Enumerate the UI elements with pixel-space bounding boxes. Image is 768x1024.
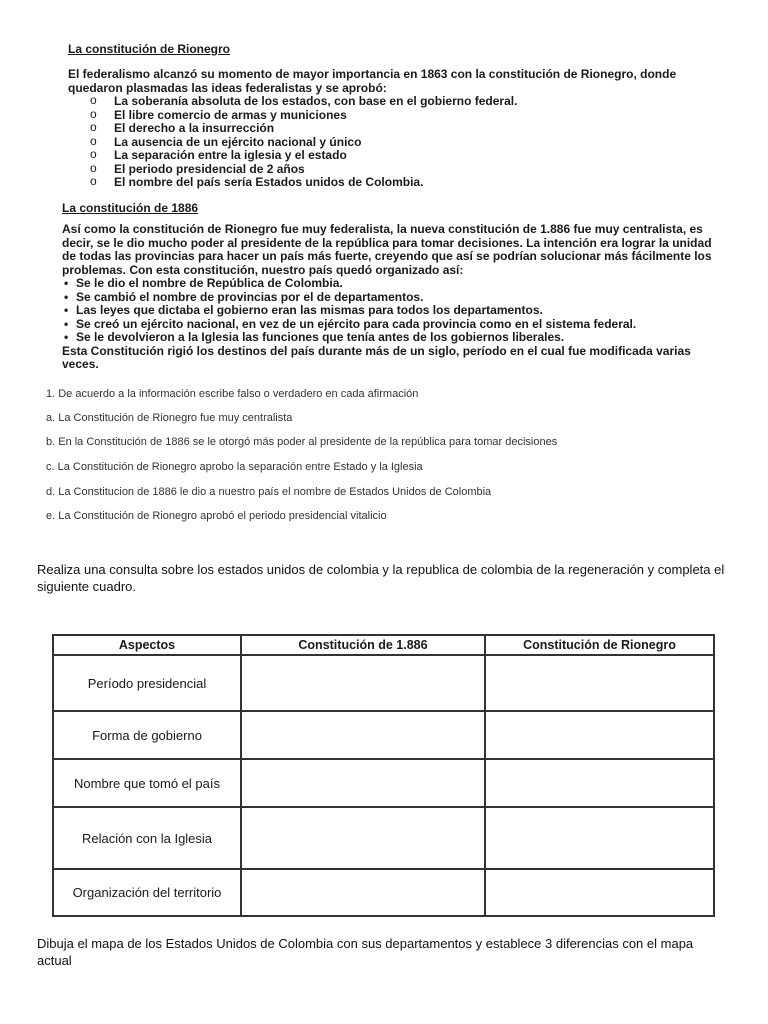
table-row [53,869,714,916]
header-aspectos: Aspectos [53,635,241,655]
answer-cell-rionegro[interactable] [485,759,714,807]
table-row [53,711,714,759]
instruction-consulta: Realiza una consulta sobre los estados unidos de colombia y la republica de colombia de la regeneración y completa el siguiente cuadro. [37,562,725,594]
list-item: o El periodo presidencial de 2 años [68,163,517,177]
list-item: o El nombre del país sería Estados unidos de Colombia. [68,176,517,190]
header-rionegro: Constitución de Rionegro [485,635,714,655]
table-row [53,759,714,807]
table-row [53,807,714,869]
section1-list [68,95,517,190]
question-d: d. La Constitucion de 1886 le dio a nuestro país el nombre de Estados Unidos de Colombia [46,486,492,498]
section2-closing: Esta Constitución rigió los destinos del país durante más de un siglo, período en el cual fue modificada varias veces. [62,343,691,371]
list-item: • Se creó un ejército nacional, en vez de un ejército para cada provincia como en el sistema federal. [62,318,712,332]
answer-cell-1886[interactable] [241,807,485,869]
question-b: b. En la Constitución de 1886 se le otorgó más poder al presidente de la república para tomar decisiones [46,436,558,448]
list-item: • Se le dio el nombre de República de Colombia. [62,277,712,291]
list-item: o La soberanía absoluta de los estados, con base en el gobierno federal. [68,95,517,109]
question-a: a. La Constitución de Rionegro fue muy centralista [46,412,293,424]
comparison-table [52,634,715,917]
list-item: • Se cambió el nombre de provincias por el de departamentos. [62,291,712,305]
section1-intro: El federalismo alcanzó su momento de mayor importancia en 1863 con la constitución de Rionegro, donde quedaron plasmadas las ideas federalistas y se aprobó: [68,67,677,95]
section2-title: La constitución de 1886 [62,201,199,215]
list-item: o El libre comercio de armas y municiones [68,109,517,123]
question-e: e. La Constitución de Rionegro aprobó el periodo presidencial vitalicio [46,510,387,522]
question-c: c. La Constitución de Rionegro aprobo la separación entre Estado y la Iglesia [46,461,423,473]
question-heading: 1. De acuerdo a la información escribe falso o verdadero en cada afirmación [46,388,419,400]
section2-body [62,223,712,372]
answer-cell-1886[interactable] [241,655,485,711]
aspect-cell: Período presidencial [53,655,241,711]
aspect-cell: Relación con la Iglesia [53,807,241,869]
answer-cell-rionegro[interactable] [485,807,714,869]
list-item: • Se le devolvieron a la Iglesia las funciones que tenía antes de los gobiernos liberales. [62,331,712,345]
aspect-cell: Organización del territorio [53,869,241,916]
answer-cell-1886[interactable] [241,759,485,807]
header-1886: Constitución de 1.886 [241,635,485,655]
section2-list [62,277,712,345]
table-header-row [53,635,714,655]
answer-cell-rionegro[interactable] [485,711,714,759]
section2-intro: Así como la constitución de Rionegro fue muy federalista, la nueva constitución de 1.886 fue muy centralista, es decir, se le dio mucho poder al presidente de la república para tomar decisiones. La intención era lograr la unidad de todas las provincias para hacer un país más fuerte, creyendo que así se podrían solucionar más fácilmente los problemas. Con esta constitución, nuestro país quedó organizado así: [62,222,712,277]
section1-title: La constitución de Rionegro [68,42,231,56]
list-item: o La separación entre la iglesia y el estado [68,149,517,163]
table-row [53,655,714,711]
answer-cell-1886[interactable] [241,711,485,759]
answer-cell-rionegro[interactable] [485,869,714,916]
aspect-cell: Nombre que tomó el país [53,759,241,807]
answer-cell-rionegro[interactable] [485,655,714,711]
instruction-mapa: Dibuja el mapa de los Estados Unidos de Colombia con sus departamentos y establece 3 diferencias con el mapa actual [37,936,694,968]
aspect-cell: Forma de gobierno [53,711,241,759]
answer-cell-1886[interactable] [241,869,485,916]
list-item: o El derecho a la insurrección [68,122,517,136]
list-item: • Las leyes que dictaba el gobierno eran las mismas para todos los departamentos. [62,304,712,318]
list-item: o La ausencia de un ejército nacional y único [68,136,517,150]
